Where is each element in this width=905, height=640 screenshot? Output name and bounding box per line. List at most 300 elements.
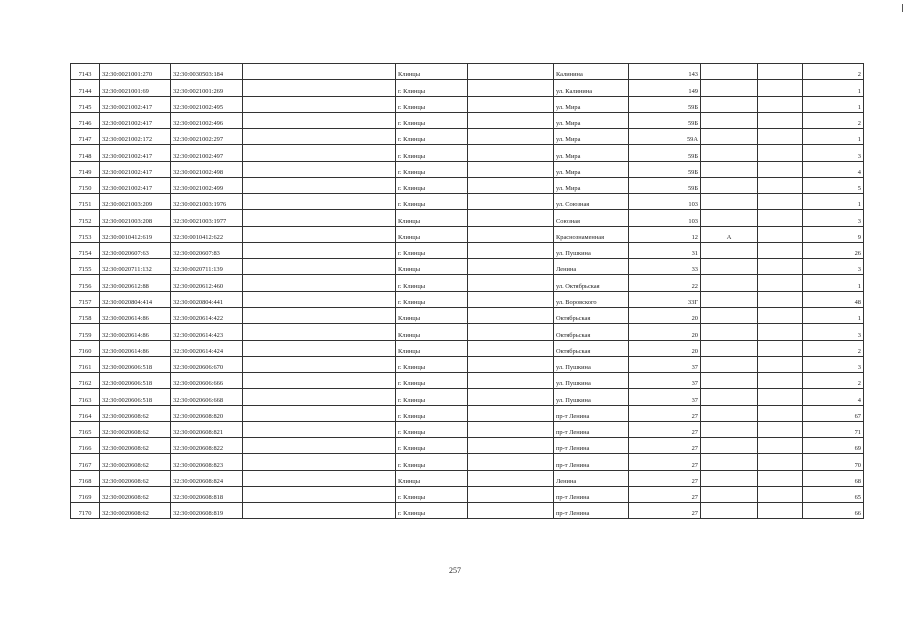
house-letter-cell — [701, 470, 758, 486]
empty-cell — [243, 145, 396, 161]
empty-cell — [243, 340, 396, 356]
street-cell: Октябрьская — [554, 324, 629, 340]
parent-cadastral-number-cell: 32:30:0021001:69 — [100, 80, 171, 96]
empty-cell — [758, 226, 803, 242]
empty-cell — [243, 421, 396, 437]
house-number-cell: 37 — [629, 389, 701, 405]
city-cell: г. Клинцы — [396, 389, 468, 405]
city-cell: Клинцы — [396, 210, 468, 226]
apartment-number-cell: 67 — [803, 405, 864, 421]
empty-cell — [243, 405, 396, 421]
object-cadastral-number-cell: 32:30:0020614:422 — [171, 307, 243, 323]
empty-cell — [243, 210, 396, 226]
city-cell: Клинцы — [396, 307, 468, 323]
empty-cell — [243, 356, 396, 372]
apartment-number-cell: 66 — [803, 503, 864, 519]
house-number-cell: 27 — [629, 438, 701, 454]
empty-cell — [468, 373, 554, 389]
city-cell: г. Клинцы — [396, 405, 468, 421]
house-number-cell: 103 — [629, 210, 701, 226]
table-row — [71, 307, 864, 323]
table-row — [71, 194, 864, 210]
empty-cell — [243, 194, 396, 210]
street-cell: ул. Воровского — [554, 291, 629, 307]
row-number-cell: 7149 — [71, 161, 100, 177]
street-cell: пр-т Ленина — [554, 486, 629, 502]
table-row — [71, 291, 864, 307]
apartment-number-cell: 48 — [803, 291, 864, 307]
house-number-cell: 37 — [629, 356, 701, 372]
empty-cell — [758, 242, 803, 258]
house-letter-cell — [701, 438, 758, 454]
object-cadastral-number-cell: 32:30:0020608:818 — [171, 486, 243, 502]
empty-cell — [243, 80, 396, 96]
parent-cadastral-number-cell: 32:30:0021002:417 — [100, 177, 171, 193]
object-cadastral-number-cell: 32:30:0020608:821 — [171, 421, 243, 437]
empty-cell — [758, 503, 803, 519]
house-letter-cell — [701, 307, 758, 323]
empty-cell — [758, 112, 803, 128]
parent-cadastral-number-cell: 32:30:0021003:208 — [100, 210, 171, 226]
empty-cell — [468, 210, 554, 226]
empty-cell — [468, 226, 554, 242]
house-letter-cell — [701, 503, 758, 519]
object-cadastral-number-cell: 32:30:0020614:424 — [171, 340, 243, 356]
parent-cadastral-number-cell: 32:30:0020606:518 — [100, 356, 171, 372]
empty-cell — [758, 389, 803, 405]
house-letter-cell: А — [701, 226, 758, 242]
street-cell: пр-т Ленина — [554, 454, 629, 470]
empty-cell — [468, 405, 554, 421]
city-cell: г. Клинцы — [396, 373, 468, 389]
apartment-number-cell: 1 — [803, 307, 864, 323]
object-cadastral-number-cell: 32:30:0021002:497 — [171, 145, 243, 161]
row-number-cell: 7169 — [71, 486, 100, 502]
house-letter-cell — [701, 356, 758, 372]
house-number-cell: 27 — [629, 405, 701, 421]
property-registry-table — [70, 63, 864, 519]
parent-cadastral-number-cell: 32:30:0020804:414 — [100, 291, 171, 307]
table-row — [71, 80, 864, 96]
page-number: 257 — [449, 566, 461, 575]
empty-cell — [243, 161, 396, 177]
parent-cadastral-number-cell: 32:30:0021002:417 — [100, 161, 171, 177]
apartment-number-cell: 2 — [803, 340, 864, 356]
object-cadastral-number-cell: 32:30:0020804:441 — [171, 291, 243, 307]
row-number-cell: 7155 — [71, 259, 100, 275]
row-number-cell: 7161 — [71, 356, 100, 372]
empty-cell — [468, 486, 554, 502]
empty-cell — [758, 161, 803, 177]
house-letter-cell — [701, 373, 758, 389]
empty-cell — [243, 242, 396, 258]
house-letter-cell — [701, 145, 758, 161]
empty-cell — [243, 96, 396, 112]
parent-cadastral-number-cell: 32:30:0020606:518 — [100, 389, 171, 405]
city-cell: Клинцы — [396, 259, 468, 275]
house-number-cell: 31 — [629, 242, 701, 258]
empty-cell — [243, 291, 396, 307]
parent-cadastral-number-cell: 32:30:0021001:270 — [100, 64, 171, 80]
empty-cell — [243, 112, 396, 128]
empty-cell — [758, 340, 803, 356]
empty-cell — [243, 324, 396, 340]
house-number-cell: 33Г — [629, 291, 701, 307]
house-number-cell: 59Б — [629, 145, 701, 161]
city-cell: г. Клинцы — [396, 421, 468, 437]
city-cell: г. Клинцы — [396, 96, 468, 112]
table-row — [71, 470, 864, 486]
street-cell: пр-т Ленина — [554, 421, 629, 437]
parent-cadastral-number-cell: 32:30:0020608:62 — [100, 503, 171, 519]
empty-cell — [468, 161, 554, 177]
house-number-cell: 20 — [629, 307, 701, 323]
parent-cadastral-number-cell: 32:30:0020606:518 — [100, 373, 171, 389]
table-row — [71, 356, 864, 372]
empty-cell — [243, 470, 396, 486]
empty-cell — [758, 373, 803, 389]
house-letter-cell — [701, 454, 758, 470]
house-number-cell: 59Б — [629, 161, 701, 177]
parent-cadastral-number-cell: 32:30:0021003:209 — [100, 194, 171, 210]
empty-cell — [243, 454, 396, 470]
apartment-number-cell: 3 — [803, 259, 864, 275]
house-number-cell: 20 — [629, 340, 701, 356]
apartment-number-cell: 3 — [803, 356, 864, 372]
empty-cell — [758, 177, 803, 193]
empty-cell — [758, 145, 803, 161]
parent-cadastral-number-cell: 32:30:0020608:62 — [100, 486, 171, 502]
empty-cell — [468, 259, 554, 275]
object-cadastral-number-cell: 32:30:0021002:499 — [171, 177, 243, 193]
city-cell: г. Клинцы — [396, 503, 468, 519]
city-cell: Клинцы — [396, 324, 468, 340]
street-cell: Союзная — [554, 210, 629, 226]
house-number-cell: 149 — [629, 80, 701, 96]
house-number-cell: 27 — [629, 503, 701, 519]
empty-cell — [758, 64, 803, 80]
object-cadastral-number-cell: 32:30:0020612:460 — [171, 275, 243, 291]
empty-cell — [758, 405, 803, 421]
object-cadastral-number-cell: 32:30:0021003:1976 — [171, 194, 243, 210]
street-cell: ул. Мира — [554, 177, 629, 193]
empty-cell — [243, 275, 396, 291]
street-cell: пр-т Ленина — [554, 438, 629, 454]
row-number-cell: 7162 — [71, 373, 100, 389]
empty-cell — [758, 324, 803, 340]
empty-cell — [243, 389, 396, 405]
object-cadastral-number-cell: 32:30:0021002:498 — [171, 161, 243, 177]
table-row — [71, 210, 864, 226]
city-cell: г. Клинцы — [396, 112, 468, 128]
street-cell: пр-т Ленина — [554, 405, 629, 421]
parent-cadastral-number-cell: 32:30:0021002:417 — [100, 112, 171, 128]
apartment-number-cell: 9 — [803, 226, 864, 242]
apartment-number-cell: 4 — [803, 161, 864, 177]
house-letter-cell — [701, 96, 758, 112]
empty-cell — [758, 486, 803, 502]
house-number-cell: 37 — [629, 373, 701, 389]
city-cell: г. Клинцы — [396, 145, 468, 161]
row-number-cell: 7164 — [71, 405, 100, 421]
house-number-cell: 12 — [629, 226, 701, 242]
empty-cell — [468, 242, 554, 258]
row-number-cell: 7152 — [71, 210, 100, 226]
house-number-cell: 59А — [629, 129, 701, 145]
street-cell: ул. Мира — [554, 96, 629, 112]
apartment-number-cell: 2 — [803, 112, 864, 128]
city-cell: г. Клинцы — [396, 291, 468, 307]
street-cell: Октябрьская — [554, 340, 629, 356]
empty-cell — [758, 194, 803, 210]
empty-cell — [468, 438, 554, 454]
house-number-cell: 103 — [629, 194, 701, 210]
city-cell: Клинцы — [396, 64, 468, 80]
empty-cell — [468, 275, 554, 291]
row-number-cell: 7143 — [71, 64, 100, 80]
house-number-cell: 59Б — [629, 96, 701, 112]
object-cadastral-number-cell: 32:30:0020711:139 — [171, 259, 243, 275]
table-row — [71, 389, 864, 405]
street-cell: ул. Октябрьская — [554, 275, 629, 291]
object-cadastral-number-cell: 32:30:0020607:83 — [171, 242, 243, 258]
city-cell: г. Клинцы — [396, 275, 468, 291]
parent-cadastral-number-cell: 32:30:0020612:88 — [100, 275, 171, 291]
table-row — [71, 226, 864, 242]
house-number-cell: 20 — [629, 324, 701, 340]
apartment-number-cell: 2 — [803, 64, 864, 80]
house-letter-cell — [701, 242, 758, 258]
parent-cadastral-number-cell: 32:30:0020614:86 — [100, 324, 171, 340]
object-cadastral-number-cell: 32:30:0021002:496 — [171, 112, 243, 128]
row-number-cell: 7150 — [71, 177, 100, 193]
empty-cell — [468, 470, 554, 486]
house-number-cell: 27 — [629, 470, 701, 486]
table-row — [71, 454, 864, 470]
row-number-cell: 7144 — [71, 80, 100, 96]
house-letter-cell — [701, 291, 758, 307]
parent-cadastral-number-cell: 32:30:0020608:62 — [100, 470, 171, 486]
empty-cell — [468, 307, 554, 323]
parent-cadastral-number-cell: 32:30:0020608:62 — [100, 438, 171, 454]
empty-cell — [468, 503, 554, 519]
object-cadastral-number-cell: 32:30:0021002:297 — [171, 129, 243, 145]
house-letter-cell — [701, 177, 758, 193]
empty-cell — [468, 64, 554, 80]
street-cell: пр-т Ленина — [554, 503, 629, 519]
house-letter-cell — [701, 64, 758, 80]
apartment-number-cell: 3 — [803, 210, 864, 226]
object-cadastral-number-cell: 32:30:0021001:269 — [171, 80, 243, 96]
city-cell: Клинцы — [396, 226, 468, 242]
apartment-number-cell: 1 — [803, 194, 864, 210]
apartment-number-cell: 2 — [803, 373, 864, 389]
house-number-cell: 27 — [629, 454, 701, 470]
empty-cell — [758, 291, 803, 307]
house-number-cell: 27 — [629, 421, 701, 437]
table-row — [71, 421, 864, 437]
apartment-number-cell: 1 — [803, 129, 864, 145]
empty-cell — [468, 145, 554, 161]
empty-cell — [468, 96, 554, 112]
apartment-number-cell: 68 — [803, 470, 864, 486]
empty-cell — [468, 421, 554, 437]
house-letter-cell — [701, 421, 758, 437]
table-row — [71, 112, 864, 128]
row-number-cell: 7159 — [71, 324, 100, 340]
row-number-cell: 7168 — [71, 470, 100, 486]
parent-cadastral-number-cell: 32:30:0020608:62 — [100, 405, 171, 421]
table-row — [71, 275, 864, 291]
empty-cell — [243, 373, 396, 389]
object-cadastral-number-cell: 32:30:0010412:622 — [171, 226, 243, 242]
parent-cadastral-number-cell: 32:30:0020608:62 — [100, 454, 171, 470]
empty-cell — [758, 129, 803, 145]
parent-cadastral-number-cell: 32:30:0020614:86 — [100, 340, 171, 356]
parent-cadastral-number-cell: 32:30:0020711:132 — [100, 259, 171, 275]
row-number-cell: 7145 — [71, 96, 100, 112]
city-cell: Клинцы — [396, 340, 468, 356]
table-row — [71, 177, 864, 193]
object-cadastral-number-cell: 32:30:0030503:184 — [171, 64, 243, 80]
street-cell: ул. Калинина — [554, 80, 629, 96]
row-number-cell: 7153 — [71, 226, 100, 242]
house-number-cell: 59Б — [629, 177, 701, 193]
apartment-number-cell: 5 — [803, 177, 864, 193]
city-cell: г. Клинцы — [396, 454, 468, 470]
table-row — [71, 64, 864, 80]
apartment-number-cell: 1 — [803, 275, 864, 291]
street-cell: ул. Мира — [554, 112, 629, 128]
empty-cell — [468, 454, 554, 470]
row-number-cell: 7156 — [71, 275, 100, 291]
registry-table-body — [71, 64, 864, 519]
house-number-cell: 27 — [629, 486, 701, 502]
empty-cell — [758, 210, 803, 226]
empty-cell — [758, 275, 803, 291]
object-cadastral-number-cell: 32:30:0021003:1977 — [171, 210, 243, 226]
empty-cell — [758, 307, 803, 323]
street-cell: ул. Пушкина — [554, 389, 629, 405]
house-letter-cell — [701, 194, 758, 210]
row-number-cell: 7170 — [71, 503, 100, 519]
city-cell: г. Клинцы — [396, 242, 468, 258]
table-row — [71, 340, 864, 356]
parent-cadastral-number-cell: 32:30:0020608:62 — [100, 421, 171, 437]
empty-cell — [243, 259, 396, 275]
table-row — [71, 438, 864, 454]
house-letter-cell — [701, 486, 758, 502]
row-number-cell: 7166 — [71, 438, 100, 454]
empty-cell — [468, 112, 554, 128]
street-cell: Краснознаменная — [554, 226, 629, 242]
table-row — [71, 486, 864, 502]
empty-cell — [243, 226, 396, 242]
row-number-cell: 7163 — [71, 389, 100, 405]
row-number-cell: 7158 — [71, 307, 100, 323]
empty-cell — [468, 177, 554, 193]
street-cell: ул. Пушкина — [554, 356, 629, 372]
table-row — [71, 129, 864, 145]
house-letter-cell — [701, 259, 758, 275]
empty-cell — [243, 486, 396, 502]
row-number-cell: 7148 — [71, 145, 100, 161]
empty-cell — [243, 177, 396, 193]
object-cadastral-number-cell: 32:30:0020608:824 — [171, 470, 243, 486]
table-row — [71, 259, 864, 275]
city-cell: Клинцы — [396, 470, 468, 486]
street-cell: Ленина — [554, 470, 629, 486]
street-cell: ул. Союзная — [554, 194, 629, 210]
city-cell: г. Клинцы — [396, 129, 468, 145]
street-cell: Калинина — [554, 64, 629, 80]
city-cell: г. Клинцы — [396, 486, 468, 502]
apartment-number-cell: 4 — [803, 389, 864, 405]
row-number-cell: 7157 — [71, 291, 100, 307]
empty-cell — [758, 96, 803, 112]
city-cell: г. Клинцы — [396, 177, 468, 193]
house-letter-cell — [701, 340, 758, 356]
empty-cell — [243, 503, 396, 519]
object-cadastral-number-cell: 32:30:0020608:823 — [171, 454, 243, 470]
row-number-cell: 7146 — [71, 112, 100, 128]
empty-cell — [758, 356, 803, 372]
street-cell: ул. Мира — [554, 161, 629, 177]
table-row — [71, 242, 864, 258]
house-number-cell: 22 — [629, 275, 701, 291]
street-cell: ул. Мира — [554, 145, 629, 161]
apartment-number-cell: 65 — [803, 486, 864, 502]
house-letter-cell — [701, 129, 758, 145]
apartment-number-cell: 1 — [803, 96, 864, 112]
empty-cell — [468, 291, 554, 307]
house-letter-cell — [701, 161, 758, 177]
house-number-cell: 143 — [629, 64, 701, 80]
parent-cadastral-number-cell: 32:30:0021002:172 — [100, 129, 171, 145]
empty-cell — [758, 80, 803, 96]
parent-cadastral-number-cell: 32:30:0020607:63 — [100, 242, 171, 258]
empty-cell — [468, 324, 554, 340]
row-number-cell: 7167 — [71, 454, 100, 470]
row-number-cell: 7147 — [71, 129, 100, 145]
table-row — [71, 503, 864, 519]
apartment-number-cell: 71 — [803, 421, 864, 437]
city-cell: г. Клинцы — [396, 161, 468, 177]
table-row — [71, 96, 864, 112]
empty-cell — [243, 307, 396, 323]
house-number-cell: 59Б — [629, 112, 701, 128]
street-cell: Октябрьская — [554, 307, 629, 323]
object-cadastral-number-cell: 32:30:0020608:822 — [171, 438, 243, 454]
object-cadastral-number-cell: 32:30:0020608:819 — [171, 503, 243, 519]
empty-cell — [758, 454, 803, 470]
empty-cell — [468, 194, 554, 210]
table-row — [71, 324, 864, 340]
apartment-number-cell: 3 — [803, 324, 864, 340]
row-number-cell: 7165 — [71, 421, 100, 437]
object-cadastral-number-cell: 32:30:0021002:495 — [171, 96, 243, 112]
city-cell: г. Клинцы — [396, 356, 468, 372]
object-cadastral-number-cell: 32:30:0020614:423 — [171, 324, 243, 340]
table-row — [71, 405, 864, 421]
empty-cell — [758, 470, 803, 486]
apartment-number-cell: 69 — [803, 438, 864, 454]
apartment-number-cell: 3 — [803, 145, 864, 161]
parent-cadastral-number-cell: 32:30:0021002:417 — [100, 96, 171, 112]
house-letter-cell — [701, 275, 758, 291]
parent-cadastral-number-cell: 32:30:0010412:619 — [100, 226, 171, 242]
row-number-cell: 7160 — [71, 340, 100, 356]
